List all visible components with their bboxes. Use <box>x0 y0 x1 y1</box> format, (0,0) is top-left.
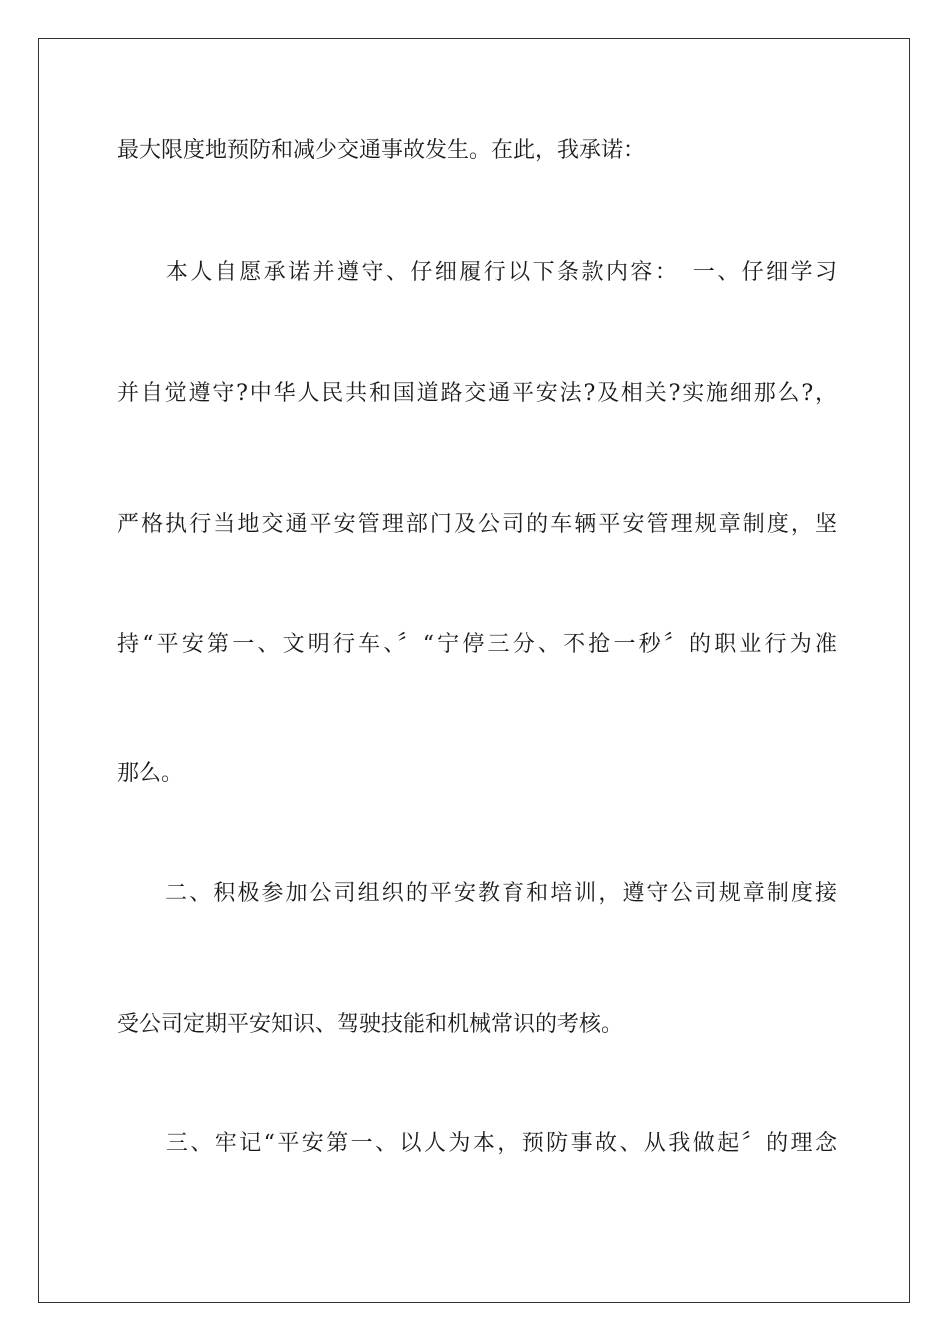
text-line-6: 那么。 <box>117 761 184 786</box>
text-line-4: 严格执行当地交通平安管理部门及公司的车辆平安管理规章制度，坚 <box>117 512 837 537</box>
page-border <box>38 38 910 1303</box>
text-line-7: 二、积极参加公司组织的平安教育和培训，遵守公司规章制度接 <box>117 881 837 906</box>
text-line-2: 本人自愿承诺并遵守、仔细履行以下条款内容： 一、仔细学习 <box>117 260 837 285</box>
text-line-9: 三、牢记“平安第一、以人为本，预防事故、从我做起〞的理念 <box>117 1131 837 1156</box>
text-line-1: 最大限度地预防和减少交通事故发生。在此，我承诺： <box>117 138 646 163</box>
text-line-8: 受公司定期平安知识、驾驶技能和机械常识的考核。 <box>117 1012 624 1037</box>
text-line-5: 持“平安第一、文明行车、〞“宁停三分、不抢一秒〞的职业行为准 <box>117 632 837 657</box>
text-line-3: 并自觉遵守?中华人民共和国道路交通平安法?及相关?实施细那么?， <box>117 381 837 406</box>
